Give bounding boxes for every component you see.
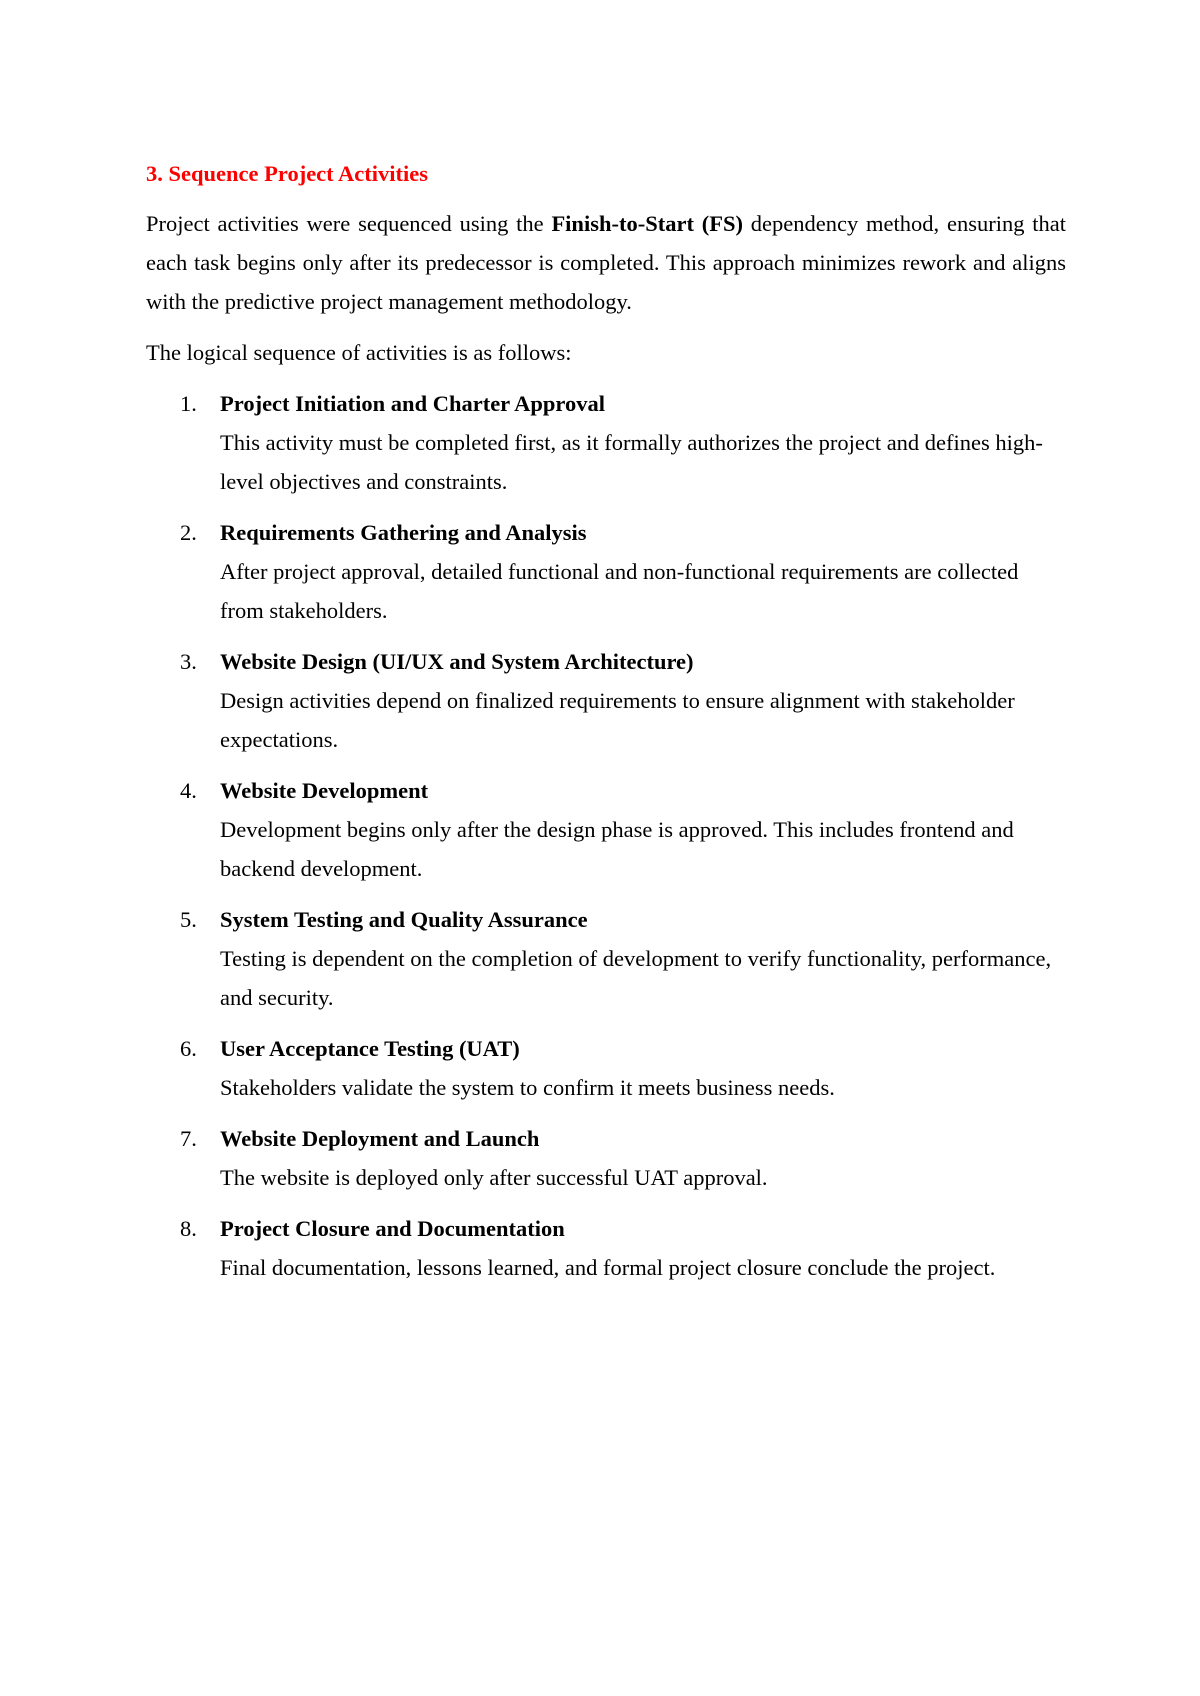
item-number: 4.	[180, 778, 197, 803]
item-title: System Testing and Quality Assurance	[220, 907, 588, 932]
item-description: After project approval, detailed functional and non-functional requirements are collected from stakeholders.	[220, 559, 1019, 623]
lead-in-paragraph: The logical sequence of activities is as follows:	[146, 340, 572, 365]
item-number: 7.	[180, 1126, 197, 1151]
item-description: The website is deployed only after successful UAT approval.	[220, 1165, 768, 1190]
list-item	[146, 1029, 1066, 1107]
item-description: This activity must be completed first, as it formally authorizes the project and defines high-level objectives and constraints.	[220, 430, 1043, 494]
document-page	[146, 158, 1066, 1299]
intro-bold-term: Finish-to-Start (FS)	[551, 211, 743, 236]
item-title: Website Deployment and Launch	[220, 1126, 540, 1151]
item-title: Project Closure and Documentation	[220, 1216, 565, 1241]
list-item	[146, 642, 1066, 759]
item-description: Design activities depend on finalized requirements to ensure alignment with stakeholder expectations.	[220, 688, 1015, 752]
item-number: 1.	[180, 391, 197, 416]
activity-list	[146, 384, 1066, 1287]
item-number: 2.	[180, 520, 197, 545]
item-number: 5.	[180, 907, 197, 932]
list-item	[146, 771, 1066, 888]
item-description: Development begins only after the design phase is approved. This includes frontend and backend development.	[220, 817, 1014, 881]
item-title: Requirements Gathering and Analysis	[220, 520, 587, 545]
intro-text-part2: dependency method, ensuring that each task begins only after its predecessor is completed. This approach minimizes rework and aligns with the predictive project management methodology.	[146, 211, 1066, 314]
list-item	[146, 1119, 1066, 1197]
section-heading: 3. Sequence Project Activities	[146, 161, 429, 186]
item-title: Project Initiation and Charter Approval	[220, 391, 606, 416]
item-number: 6.	[180, 1036, 197, 1061]
list-item	[146, 513, 1066, 630]
intro-paragraph	[146, 204, 1066, 321]
item-description: Final documentation, lessons learned, and formal project closure conclude the project.	[220, 1255, 996, 1280]
item-title: Website Design (UI/UX and System Architecture)	[220, 649, 694, 674]
item-title: Website Development	[220, 778, 429, 803]
item-number: 3.	[180, 649, 197, 674]
intro-text-part1: Project activities were sequenced using the	[146, 211, 552, 236]
item-description: Testing is dependent on the completion of development to verify functionality, performance, and security.	[220, 946, 1052, 1010]
list-item	[146, 384, 1066, 501]
item-title: User Acceptance Testing (UAT)	[220, 1036, 520, 1061]
item-description: Stakeholders validate the system to confirm it meets business needs.	[220, 1075, 835, 1100]
list-item	[146, 900, 1066, 1017]
list-item	[146, 1209, 1066, 1287]
item-number: 8.	[180, 1216, 197, 1241]
